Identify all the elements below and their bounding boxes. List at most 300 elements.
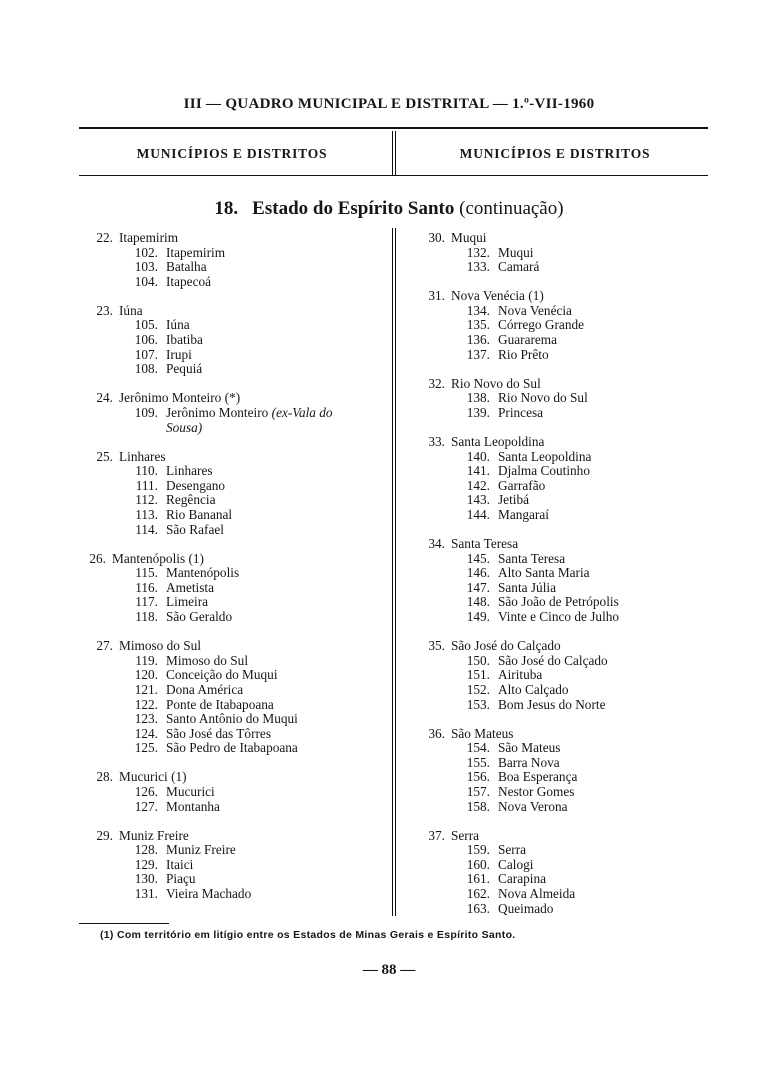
- district-row: [410, 318, 710, 333]
- municipality-name: Iúna: [119, 302, 143, 318]
- district-number: 121.: [134, 681, 158, 697]
- district-row: [78, 581, 388, 596]
- district-number: 130.: [134, 871, 158, 887]
- district-name-text: Nova Almeida: [498, 886, 576, 902]
- district-name-text: Mimoso do Sul: [166, 652, 249, 668]
- municipality-name: São Mateus: [451, 725, 514, 741]
- district-name-text: Regência: [166, 492, 216, 508]
- district-number: 107.: [134, 346, 158, 362]
- district-name: [498, 595, 710, 610]
- district-name-text: São João de Petrópolis: [498, 594, 619, 610]
- column-header-right: MUNICÍPIOS E DISTRITOS: [459, 146, 651, 161]
- district-name-text: São Mateus: [498, 740, 561, 756]
- district-row: [410, 800, 710, 815]
- district-number: 109.: [134, 404, 158, 420]
- district-name-text: Jerônimo Monteiro: [166, 404, 269, 420]
- district-row: [410, 391, 710, 406]
- district-name-text: Batalha: [166, 259, 207, 275]
- district-name-text: Santa Teresa: [498, 550, 566, 566]
- district-name-text: Rio Novo do Sul: [498, 390, 588, 406]
- district-number: 104.: [134, 273, 158, 289]
- district-name: [166, 581, 388, 596]
- municipality-row: [78, 450, 388, 465]
- district-name-text: Calogi: [498, 856, 534, 872]
- column-header-left: MUNICÍPIOS E DISTRITOS: [136, 146, 328, 161]
- district-name: [166, 843, 388, 858]
- municipality-number: 26.: [89, 550, 106, 566]
- municipality-name: Serra: [451, 827, 480, 843]
- district-row: [78, 493, 388, 508]
- district-number: 122.: [134, 696, 158, 712]
- district-name: [498, 741, 710, 756]
- district-name: [498, 770, 710, 785]
- district-name-text: Irupi: [166, 346, 192, 362]
- district-row: [78, 654, 388, 669]
- municipality-row: [410, 231, 710, 246]
- municipality-number: 29.: [96, 827, 113, 843]
- district-name: [166, 362, 388, 377]
- district-number: 133.: [466, 259, 490, 275]
- district-name: [166, 683, 388, 698]
- municipality-group: [78, 231, 388, 289]
- municipality-name: Jerônimo Monteiro (*): [119, 390, 241, 406]
- municipality-number: 32.: [428, 375, 445, 391]
- district-row: [410, 741, 710, 756]
- district-row: [410, 770, 710, 785]
- district-name-text: Vieira Machado: [166, 886, 252, 902]
- district-row: [78, 246, 388, 261]
- municipality-number: 24.: [96, 390, 113, 406]
- district-row: [410, 902, 710, 917]
- district-name-text: Santo Antônio do Muqui: [166, 711, 298, 727]
- municipality-row: [78, 552, 388, 567]
- district-number: 112.: [135, 492, 158, 508]
- district-row: [78, 683, 388, 698]
- district-row: [78, 348, 388, 363]
- district-number: 154.: [466, 740, 490, 756]
- district-name: [166, 246, 388, 261]
- district-number: 123.: [134, 711, 158, 727]
- district-name-text: São José do Calçado: [498, 652, 608, 668]
- district-number: 155.: [466, 754, 490, 770]
- district-name: [166, 800, 388, 815]
- district-name-text: São Rafael: [166, 521, 224, 537]
- district-name: [498, 304, 710, 319]
- district-name-text: Camará: [498, 259, 540, 275]
- district-number: 146.: [466, 565, 490, 581]
- district-name-text: Pequiá: [166, 361, 203, 377]
- district-row: [78, 275, 388, 290]
- district-name: [166, 887, 388, 902]
- left-column: [78, 231, 388, 916]
- district-name-text: Boa Esperança: [498, 769, 578, 785]
- district-row: [410, 348, 710, 363]
- district-name: [166, 610, 388, 625]
- district-number: 111.: [135, 477, 158, 493]
- district-number: 163.: [466, 900, 490, 916]
- district-number: 102.: [134, 244, 158, 260]
- district-name-text: Carapina: [498, 871, 546, 887]
- district-row: [410, 493, 710, 508]
- municipality-number: 34.: [428, 536, 445, 552]
- district-number: 141.: [466, 463, 490, 479]
- district-row: [410, 595, 710, 610]
- district-name: [166, 712, 388, 727]
- municipality-group: [78, 829, 388, 902]
- district-name-text: Conceição do Muqui: [166, 667, 278, 683]
- district-name-text: Desengano: [166, 477, 226, 493]
- district-name: [166, 348, 388, 363]
- district-name: [498, 552, 710, 567]
- district-name: [166, 727, 388, 742]
- district-name: [498, 450, 710, 465]
- district-name: [498, 246, 710, 261]
- district-name-text: Queimado: [498, 900, 554, 916]
- district-name-text: Limeira: [166, 594, 209, 610]
- district-number: 125.: [134, 740, 158, 756]
- municipality-name: Mantenópolis (1): [112, 550, 204, 566]
- municipality-name: Mimoso do Sul: [119, 638, 202, 654]
- district-row: [410, 566, 710, 581]
- district-number: 132.: [466, 244, 490, 260]
- district-row: [78, 464, 388, 479]
- district-name-text: Córrego Grande: [498, 317, 585, 333]
- district-number: 115.: [135, 565, 158, 581]
- district-number: 147.: [466, 579, 490, 595]
- municipality-name: São José do Calçado: [451, 638, 561, 654]
- district-row: [78, 843, 388, 858]
- district-name-text: Nestor Gomes: [498, 784, 575, 799]
- footnote-rule: [79, 923, 169, 924]
- district-row: [410, 698, 710, 713]
- district-note-continuation: Sousa): [166, 419, 203, 435]
- district-number: 117.: [135, 594, 158, 610]
- municipality-group: [410, 537, 710, 625]
- municipality-number: 35.: [428, 638, 445, 654]
- district-row: [410, 479, 710, 494]
- district-row: [78, 858, 388, 873]
- district-name-text: Ponte de Itabapoana: [166, 696, 274, 712]
- municipality-row: [410, 727, 710, 742]
- municipality-name: Rio Novo do Sul: [451, 375, 541, 391]
- district-name: [166, 493, 388, 508]
- municipality-group: [78, 639, 388, 756]
- district-name: [166, 508, 388, 523]
- district-row: [410, 858, 710, 873]
- municipality-name: Itapemirim: [119, 230, 179, 245]
- municipality-row: [78, 304, 388, 319]
- district-number: 135.: [466, 317, 490, 333]
- column-divider-b: [395, 228, 396, 916]
- municipality-name: Muqui: [451, 230, 487, 245]
- district-name: [498, 668, 710, 683]
- state-title: [0, 198, 778, 220]
- district-row: [410, 246, 710, 261]
- district-number: 152.: [466, 681, 490, 697]
- district-name-text: Nova Venécia: [498, 302, 572, 318]
- district-name-text: Vinte e Cinco de Julho: [498, 609, 620, 625]
- district-number: 145.: [466, 550, 490, 566]
- state-name: Estado do Espírito Santo: [252, 198, 455, 219]
- district-row: [78, 566, 388, 581]
- district-row: [78, 508, 388, 523]
- municipality-number: 31.: [428, 288, 445, 304]
- municipality-group: [78, 770, 388, 814]
- district-name-text: Mantenópolis: [166, 565, 240, 581]
- district-row: [410, 333, 710, 348]
- district-name: [498, 493, 710, 508]
- district-name: [498, 858, 710, 873]
- district-row: [78, 872, 388, 887]
- district-number: 108.: [134, 361, 158, 377]
- district-row: [410, 872, 710, 887]
- district-row: [410, 843, 710, 858]
- district-name: [498, 843, 710, 858]
- district-row: [78, 610, 388, 625]
- district-name: [166, 260, 388, 275]
- header-rule-bottom: [79, 175, 708, 176]
- municipality-number: 25.: [96, 448, 113, 464]
- district-name: [498, 391, 710, 406]
- district-name: [498, 406, 710, 421]
- district-name: [166, 872, 388, 887]
- district-number: 124.: [134, 725, 158, 741]
- municipality-group: [78, 391, 388, 435]
- municipality-row: [410, 435, 710, 450]
- municipality-number: 30.: [428, 230, 445, 245]
- municipality-row: [410, 829, 710, 844]
- district-number: 134.: [466, 302, 490, 318]
- page-header: III — QUADRO MUNICIPAL E DISTRITAL — 1.º-VII-1960: [183, 96, 595, 112]
- district-name: [498, 698, 710, 713]
- municipality-row: [78, 770, 388, 785]
- district-name: [498, 902, 710, 917]
- header-divider-a: [392, 131, 393, 175]
- district-name: [498, 464, 710, 479]
- district-name-text: Ibatiba: [166, 332, 203, 348]
- district-row: [78, 362, 388, 377]
- column-divider-a: [392, 228, 393, 916]
- district-number: 119.: [135, 652, 158, 668]
- district-number: 150.: [466, 652, 490, 668]
- district-name: [498, 887, 710, 902]
- district-name: [166, 785, 388, 800]
- district-name-text: Montanha: [166, 798, 220, 814]
- district-name: [166, 333, 388, 348]
- district-row: [410, 552, 710, 567]
- district-name-text: Itaici: [166, 856, 194, 872]
- district-row: [410, 260, 710, 275]
- municipality-group: [410, 727, 710, 815]
- district-number: 153.: [466, 696, 490, 712]
- district-number: 149.: [466, 609, 490, 625]
- municipality-number: 22.: [96, 230, 113, 245]
- municipality-group: [410, 231, 710, 275]
- district-name: [498, 872, 710, 887]
- municipality-group: [410, 639, 710, 712]
- district-number: 162.: [466, 886, 490, 902]
- district-name-text: Djalma Coutinho: [498, 463, 590, 479]
- district-row: [410, 464, 710, 479]
- district-row: [410, 785, 710, 800]
- district-row: [410, 450, 710, 465]
- district-number: 156.: [466, 769, 490, 785]
- district-number: 144.: [466, 507, 490, 522]
- district-number: 159.: [466, 842, 490, 858]
- district-name-text: Jetibá: [498, 492, 530, 508]
- district-name-text: Mucurici: [166, 784, 215, 799]
- district-name: [166, 406, 388, 421]
- district-name-text: Muniz Freire: [166, 842, 236, 858]
- district-number: 137.: [466, 346, 490, 362]
- district-name-text: Muqui: [498, 244, 534, 260]
- district-name: [498, 756, 710, 771]
- district-row: [410, 406, 710, 421]
- municipality-number: 33.: [428, 434, 445, 450]
- district-name-text: Santa Júlia: [498, 579, 556, 595]
- district-row: [78, 800, 388, 815]
- district-row: [78, 698, 388, 713]
- district-name: [498, 785, 710, 800]
- district-number: 128.: [134, 842, 158, 858]
- district-row: [78, 260, 388, 275]
- district-name-text: Rio Bananal: [166, 507, 233, 522]
- page-number: — 88 —: [362, 962, 416, 978]
- district-name-text: Itapecoá: [166, 273, 212, 289]
- municipality-name: Mucurici (1): [119, 769, 187, 785]
- district-name: [498, 260, 710, 275]
- header-divider-b: [395, 131, 396, 175]
- district-name: [166, 523, 388, 538]
- district-row: [78, 406, 388, 421]
- district-name: [166, 318, 388, 333]
- district-name-text: Bom Jesus do Norte: [498, 696, 606, 712]
- district-row: [410, 887, 710, 902]
- district-number: 113.: [135, 507, 158, 522]
- footnote: (1) Com território em litígio entre os Estados de Minas Gerais e Espírito Santo.: [100, 929, 516, 941]
- municipality-group: [410, 829, 710, 917]
- municipality-group: [78, 304, 388, 377]
- district-name: [166, 566, 388, 581]
- municipality-number: 37.: [428, 827, 445, 843]
- district-row: [410, 756, 710, 771]
- district-number: 151.: [466, 667, 490, 683]
- municipality-number: 36.: [428, 725, 445, 741]
- district-row: [410, 581, 710, 596]
- district-name: [166, 595, 388, 610]
- district-number: 160.: [466, 856, 490, 872]
- district-row: [78, 712, 388, 727]
- district-name-text: Barra Nova: [498, 754, 560, 770]
- district-former-name-note: (ex-Vala do: [271, 404, 333, 420]
- district-name: [498, 318, 710, 333]
- district-number: 110.: [135, 463, 158, 479]
- district-name-text: Iúna: [166, 317, 190, 333]
- district-name: [498, 479, 710, 494]
- district-row: [78, 479, 388, 494]
- right-column: [410, 231, 710, 931]
- header-rule-top: [79, 127, 708, 129]
- district-name: [498, 654, 710, 669]
- district-name-text: Alto Santa Maria: [498, 565, 590, 581]
- district-name: [498, 566, 710, 581]
- district-row: [410, 668, 710, 683]
- municipality-row: [410, 289, 710, 304]
- district-number: 127.: [134, 798, 158, 814]
- district-name-text: Rio Prêto: [498, 346, 549, 362]
- municipality-row: [410, 377, 710, 392]
- municipality-row: [78, 829, 388, 844]
- district-number: 114.: [135, 521, 158, 537]
- district-name-text: Ametista: [166, 579, 215, 595]
- municipality-group: [78, 552, 388, 625]
- district-name: [498, 610, 710, 625]
- district-row: [410, 654, 710, 669]
- district-number: 105.: [134, 317, 158, 333]
- district-row: [78, 727, 388, 742]
- municipality-name: Muniz Freire: [119, 827, 189, 843]
- district-name-text: Serra: [498, 842, 527, 858]
- district-name: [498, 683, 710, 698]
- district-name-text: Dona América: [166, 681, 244, 697]
- municipality-group: [410, 377, 710, 421]
- district-number: 118.: [135, 609, 158, 625]
- district-name-text: Alto Calçado: [498, 681, 569, 697]
- district-name: [166, 698, 388, 713]
- municipality-number: 28.: [96, 769, 113, 785]
- district-number: 126.: [134, 784, 158, 799]
- district-row: [410, 610, 710, 625]
- district-row: [410, 508, 710, 523]
- district-name: [498, 348, 710, 363]
- municipality-group: [78, 450, 388, 538]
- district-row: [78, 785, 388, 800]
- district-number: 131.: [134, 886, 158, 902]
- district-name: [498, 800, 710, 815]
- district-name: [498, 333, 710, 348]
- district-number: 158.: [466, 798, 490, 814]
- district-row: [78, 333, 388, 348]
- district-name-text: Piaçu: [166, 871, 196, 887]
- district-name: [166, 654, 388, 669]
- district-number: 140.: [466, 448, 490, 464]
- district-number: 116.: [135, 579, 158, 595]
- district-name-text: Princesa: [498, 404, 544, 420]
- municipality-row: [78, 231, 388, 246]
- district-number: 157.: [466, 784, 490, 799]
- district-name-text: Airituba: [498, 667, 543, 683]
- district-name-text: Linhares: [166, 463, 213, 479]
- municipality-number: 23.: [96, 302, 113, 318]
- district-row: [78, 523, 388, 538]
- district-number: 136.: [466, 332, 490, 348]
- district-number: 106.: [134, 332, 158, 348]
- district-name-text: São Geraldo: [166, 609, 233, 625]
- municipality-row: [410, 639, 710, 654]
- district-row: [78, 668, 388, 683]
- district-name: [166, 275, 388, 290]
- district-number: 143.: [466, 492, 490, 508]
- district-row: [78, 595, 388, 610]
- district-row: [78, 887, 388, 902]
- district-name: [166, 668, 388, 683]
- municipality-group: [410, 435, 710, 523]
- district-row: [78, 741, 388, 756]
- district-name-text: Santa Leopoldina: [498, 448, 592, 464]
- district-number: 139.: [466, 404, 490, 420]
- district-number: 138.: [466, 390, 490, 406]
- municipality-name: Santa Teresa: [451, 536, 519, 552]
